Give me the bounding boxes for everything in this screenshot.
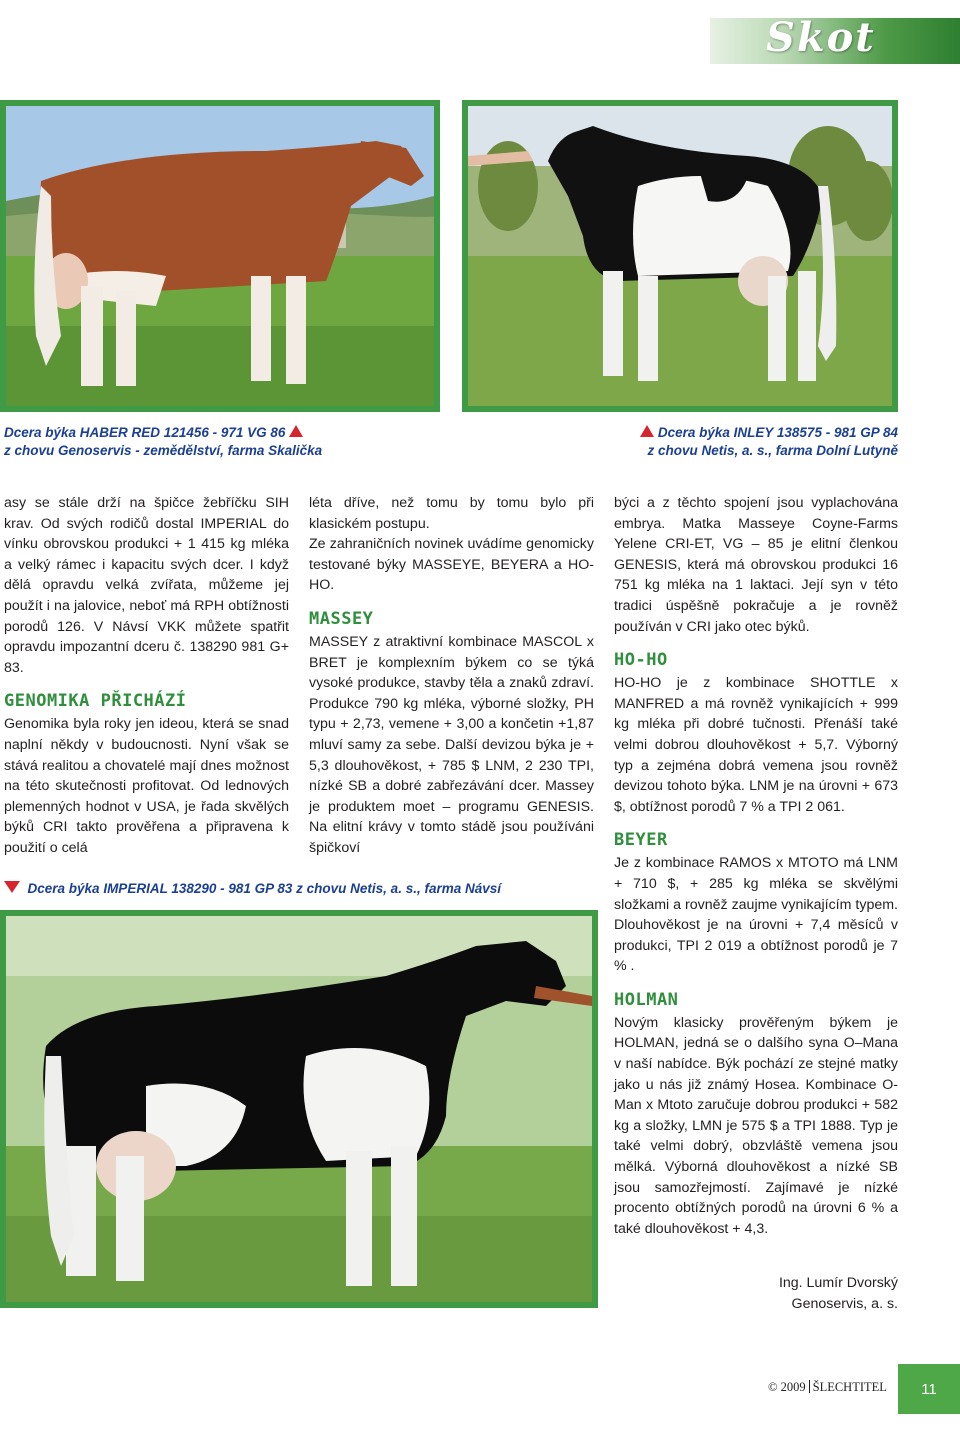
triangle-down-icon (4, 881, 20, 893)
triangle-up-icon (289, 425, 303, 437)
caption-line1: Dcera býka IMPERIAL 138290 - 981 GP 83 z chovu Netis, a. s., farma Návsí (27, 881, 501, 896)
photo-black-white-cow-imperial (0, 910, 598, 1308)
paragraph: Je z kombinace RAMOS x MTOTO má LNM + 710 $, + 285 kg mléka se skvělými složkami a rovněž zaujme vynikajícím typem. Dlouhověkost je na úrovni + 7,4 měsíců v produkci, TPI 2 019 a obtížnost porodů je 7 % . (614, 855, 898, 975)
heading-hoho: HO-HO (614, 650, 668, 671)
copyright: © 2009 (768, 1380, 806, 1394)
heading-holman: HOLMAN (614, 989, 679, 1010)
caption-line1: Dcera býka HABER RED 121456 - 971 VG 86 (4, 425, 286, 440)
magazine-name: ŠLECHTITEL (812, 1380, 887, 1394)
paragraph: léta dříve, než tomu by tomu bylo při klasickém postupu. (309, 495, 594, 532)
article-column-2 (309, 493, 594, 859)
photo-red-white-cow (0, 100, 440, 412)
paragraph: Ze zahraničních novinek uvádíme genomicky testované býky MASSEYE, BEYERA a HO-HO. (309, 536, 594, 594)
author-company: Genoservis, a. s. (791, 1295, 898, 1312)
caption-haber-red (4, 424, 322, 460)
paragraph: MASSEY z atraktivní kombinace MASCOL x BRET je komplexním býkem co se týká vysoké produkce, stavby těla a znaků zdraví. Produkce 790 kg mléka, výborné složky, PH typu + 2,73, vemene + 3,00 a končetin +1,87 mluví samy za sebe. Další devizou býka je + 5,3 dlouhověkost, + 785 $ LNM, 2 230 TPI, nízké SB a dobré zabřezávání dcer. Massey je produktem moet – programu GENESIS. Na elitní krávy v tomto stádě jsou používáni špičkoví (309, 633, 594, 856)
paragraph: Genomika byla roky jen ideou, která se snad naplní někdy v budoucnosti. Nyní však se stává realitou a chovatelé mají dnes možnost na této skutečnosti profitovat. Od lednových plemenných hodnot v USA, je řada skvělých býků CRI takto prověřena a připravena k použití o celá (4, 716, 289, 856)
heading-beyer: BEYER (614, 830, 668, 851)
article-column-3 (614, 493, 898, 1239)
photo-black-white-cow-inley (462, 100, 898, 412)
paragraph: Novým klasicky prověřeným býkem je HOLMAN, jedná se o dalšího syna O–Mana v naší nabídce. Býk pochází ze stejné matky jako u nás již známý Hosea. Kombinace O-Man x Mtoto zaručuje dobrou produkci + 582 kg a složky, LMN je 575 $ a TPI 1888. Typ je také velmi dobrý, obzvláště vemena jsou mělká. Výborná dlouhověkost a nízké SB jsou samozřejmostí. Zajímavé je nízké procento obtížných porodů na úrovni 6 % a také dlouhověkost + 4,3. (614, 1014, 898, 1237)
footer-credit (768, 1380, 887, 1395)
article-column-1 (4, 493, 289, 859)
page-number-label: 11 (921, 1380, 937, 1398)
section-title: Skot (766, 14, 876, 61)
page-number (898, 1364, 960, 1414)
caption-inley (640, 424, 898, 460)
paragraph: býci a z těchto spojení jsou vyplachována embrya. Matka Masseye Coyne-Farms Yelene CRI-ET, VG – 85 je elitní členkou GENESIS, která má obrovskou produkci 16 751 kg mléka na 1 laktaci. Její syn v této tradici úspěšně pokračuje a je rovněž používán v CRI jako otec býků. (614, 495, 898, 635)
heading-massey: MASSEY (309, 608, 374, 629)
triangle-up-icon (640, 425, 654, 437)
caption-imperial (4, 880, 501, 898)
divider (809, 1380, 810, 1393)
caption-line2: z chovu Genoservis - zemědělství, farma Skalička (4, 443, 323, 458)
caption-line2: z chovu Netis, a. s., farma Dolní Lutyně (647, 443, 898, 458)
caption-line1: Dcera býka INLEY 138575 - 981 GP 84 (657, 425, 898, 440)
author-signature (660, 1273, 898, 1314)
paragraph: asy se stále drží na špičce žebříčku SIH krav. Od svých rodičů dostal IMPERIAL do vínku obrovskou produkci + 1 415 kg mléka a velký rámec i kapacitu svých dcer. I když dělá opravdu velká zvířata, můžeme jej použít i na jalovice, neboť má RPH obtížnosti porodů 126. V Návsí VKK můžete spatřit opravdu impozantní dceru č. 138290 981 G+ 83. (4, 495, 289, 676)
paragraph: HO-HO je z kombinace SHOTTLE x MANFRED a má rovněž vynikajících + 999 kg mléka při dobré tučnosti. Přenáší také velmi dobrou dlouhověkost + 5,7. Výborný typ a zejména dobrá vemena jsou rovněž devizou tohoto býka. LNM je na úrovni + 673 $, obtížnost porodů 7 % a TPI 2 061. (614, 675, 898, 815)
author-name: Ing. Lumír Dvorský (778, 1275, 898, 1291)
heading-genomika: GENOMIKA PŘICHÁZÍ (4, 691, 187, 712)
